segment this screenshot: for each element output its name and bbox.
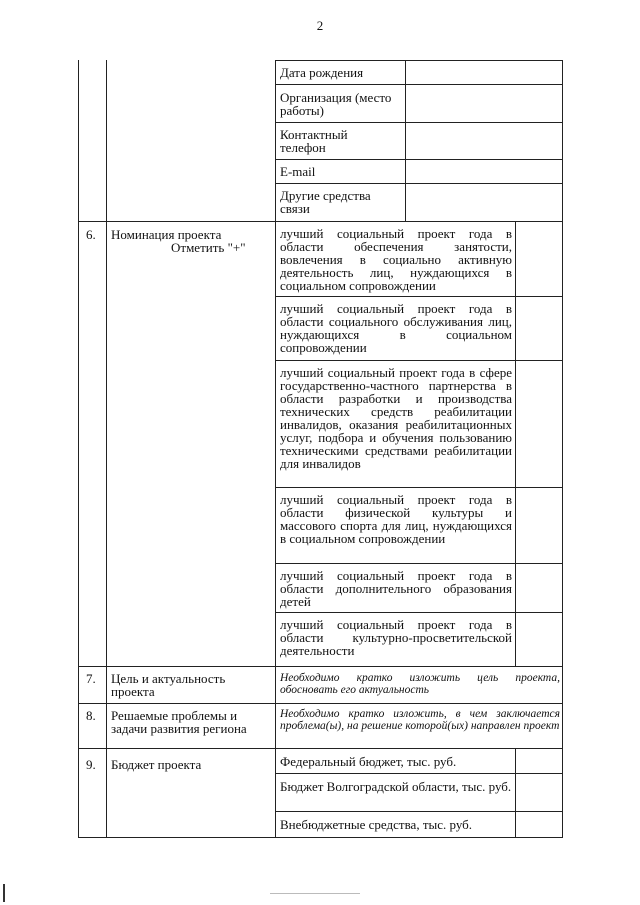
nomination-note: Отметить "+" <box>171 240 246 255</box>
row-line <box>78 666 563 667</box>
nomination-option-2: лучший социальный проект года в области социального обслуживания лиц, нуждающихся в социальном сопровождении <box>280 301 512 355</box>
nomination-option-3: лучший социальный проект года в сфере государственно-частного партнерства в области разработки и производства технических средств реабилитации инвалидов, оказания реабилитационных услуг, подбора и обучения пользованию техническими средствами реабилитации для инвалидов <box>280 365 512 471</box>
table-border-bottom <box>78 837 563 838</box>
goal-title: Цель и актуальность проекта <box>111 671 226 699</box>
row-line <box>275 122 563 123</box>
contact-label-phone: Контактный телефон <box>280 127 348 155</box>
row-line <box>275 60 563 61</box>
row-number-9: 9. <box>86 757 96 772</box>
nomination-mark-cell-1[interactable] <box>516 222 562 296</box>
row-line <box>275 159 563 160</box>
row-number-6: 6. <box>86 227 96 242</box>
row-number-7: 7. <box>86 671 96 686</box>
page-edge-mark <box>3 884 5 902</box>
contact-label-organization: Организация (место работы) <box>280 90 392 118</box>
contact-label-email: E-mail <box>280 164 316 179</box>
problems-hint[interactable]: Необходимо кратко изложить, в чем заключается проблема(ы), на решение которой(ых) направлен проект <box>280 708 560 732</box>
page-number: 2 <box>316 18 324 33</box>
nomination-mark-cell-3[interactable] <box>516 361 562 487</box>
row-line <box>78 748 563 749</box>
budget-title: Бюджет проекта <box>111 757 202 772</box>
column-divider-num <box>106 60 107 838</box>
row-line <box>275 773 563 774</box>
row-line <box>78 703 563 704</box>
nomination-title: Номинация проекта <box>111 227 222 242</box>
column-divider-title <box>275 60 276 838</box>
row-number-8: 8. <box>86 708 96 723</box>
nomination-option-5: лучший социальный проект года в области дополнительного образования детей <box>280 568 512 609</box>
budget-regional-label: Бюджет Волгоградской области, тыс. руб. <box>280 779 512 794</box>
table-border-right <box>562 60 563 838</box>
row-line <box>78 221 563 222</box>
column-divider-budget <box>515 748 516 838</box>
nomination-mark-cell-6[interactable] <box>516 613 562 666</box>
table-border-left <box>78 60 79 838</box>
nomination-option-1: лучший социальный проект года в области обеспечения занятости, вовлечения в социально активную деятельность лиц, нуждающихся в социальном сопровождении <box>280 226 512 293</box>
nomination-mark-cell-4[interactable] <box>516 488 562 563</box>
budget-federal-label: Федеральный бюджет, тыс. руб. <box>280 754 457 769</box>
row-line <box>275 183 563 184</box>
row-line <box>275 811 563 812</box>
nomination-mark-cell-2[interactable] <box>516 297 562 360</box>
contact-label-birthdate: Дата рождения <box>280 65 364 80</box>
nomination-option-4: лучший социальный проект года в области физической культуры и массового спорта для лиц, нуждающихся в социальном сопровождении <box>280 492 512 546</box>
row-line <box>275 84 563 85</box>
goal-hint[interactable]: Необходимо кратко изложить цель проекта, обосновать его актуальность <box>280 672 560 696</box>
contact-label-other: Другие средства связи <box>280 188 371 216</box>
budget-extrabudget-label: Внебюджетные средства, тыс. руб. <box>280 817 473 832</box>
problems-title: Решаемые проблемы и задачи развития региона <box>111 708 247 736</box>
nomination-mark-cell-5[interactable] <box>516 564 562 612</box>
scan-smudge <box>270 893 360 894</box>
nomination-option-6: лучший социальный проект года в области культурно-просветительской деятельности <box>280 617 512 658</box>
